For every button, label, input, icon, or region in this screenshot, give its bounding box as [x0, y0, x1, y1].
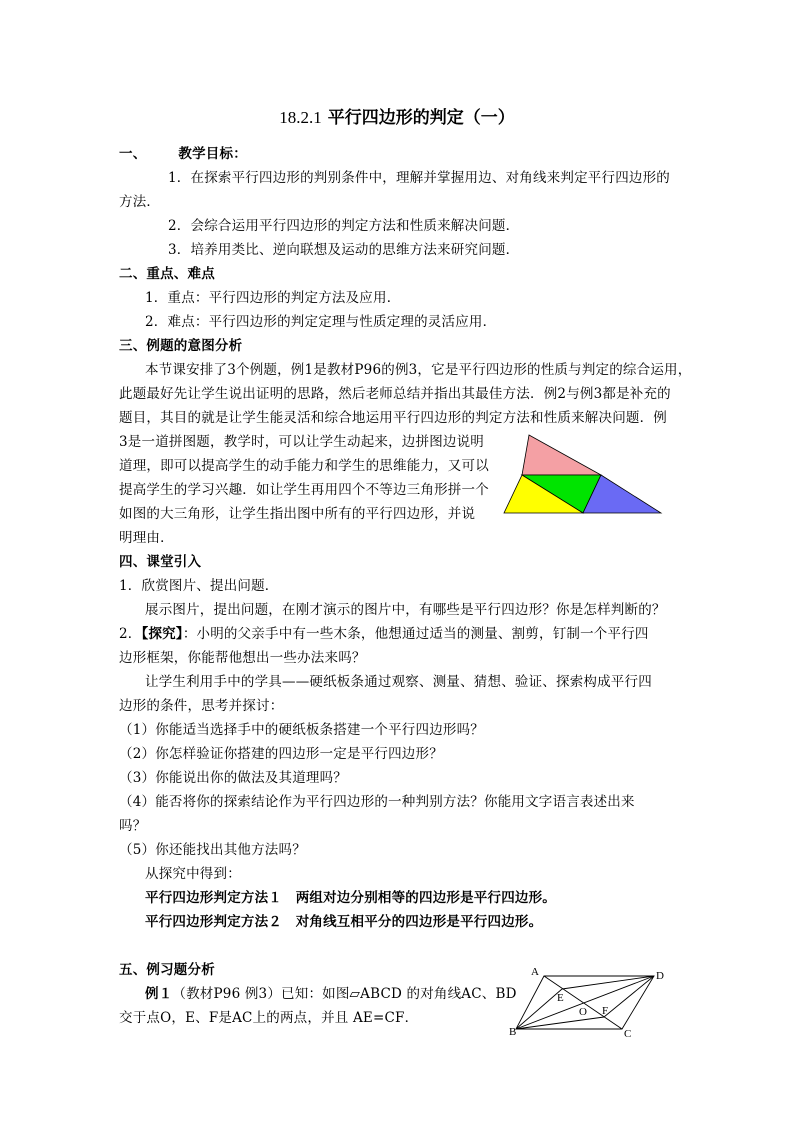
- question-4-line-a: （4）能否将你的探索结论作为平行四边形的一种判别方法？你能用文字语言表述出来: [119, 794, 635, 810]
- label-d: D: [656, 970, 664, 982]
- example-1-text: （教材P96 例3）已知：如图▱ABCD 的对角线AC、BD: [172, 986, 517, 1002]
- section-1-title: 教学目标：: [178, 146, 247, 162]
- intro-line-5: 让学生利用手中的学具——硬纸板条通过观察、测量、猜想、验证、探索构成平行四: [145, 674, 652, 690]
- method-1: 平行四边形判定方法１ 两组对边分别相等的四边形是平行四边形。: [145, 890, 556, 906]
- intro-line-2: 展示图片，提出问题，在刚才演示的图片中，有哪些是平行四边形？你是怎样判断的？: [145, 602, 666, 618]
- example-1-line-b: 交于点O，E、F是AC上的两点，并且 AE=CF．: [119, 1010, 419, 1026]
- intro-line-3: [119, 624, 679, 644]
- label-b: B: [509, 1026, 517, 1038]
- question-3: （3）你能说出你的做法及其道理吗？: [119, 770, 347, 786]
- analysis-line-4: 3是一道拼图题，教学时，可以让学生动起来，边拼图边说明: [119, 434, 484, 450]
- section-4-heading: 四、课堂引入: [119, 554, 202, 570]
- intro-line-1: 1．欣赏图片、提出问题．: [119, 578, 279, 594]
- analysis-line-1: 本节课安排了3个例题，例1是教材P96的例3，它是平行四边形的性质与判定的综合运用，: [145, 362, 692, 378]
- label-c: C: [624, 1028, 632, 1040]
- analysis-line-8: 明理由．: [119, 530, 174, 546]
- key-point: 1．重点：平行四边形的判定方法及应用．: [145, 290, 401, 306]
- title-text: 平行四边形的判定（一）: [327, 108, 515, 128]
- goal-1-line-b: 方法．: [119, 194, 161, 210]
- example-1-label: 例１: [145, 986, 173, 1002]
- intro-line-6: 边形的条件，思考并探讨：: [119, 698, 284, 714]
- conclusion-intro: 从探究中得到：: [145, 866, 241, 882]
- question-4-line-b: 吗？: [119, 818, 147, 834]
- section-1-number: 一、: [119, 146, 147, 162]
- segment-be: [516, 989, 562, 1029]
- difficult-point: 2．难点：平行四边形的判定定理与性质定理的灵活应用．: [145, 314, 497, 330]
- goal-3: 3．培养用类比、逆向联想及运动的思维方法来研究问题．: [168, 242, 520, 258]
- page-title: [0, 106, 794, 130]
- section-3-heading: 三、例题的意图分析: [119, 338, 243, 354]
- parallelogram-figure: [500, 962, 668, 1042]
- analysis-line-2: 此题最好先让学生说出证明的思路，然后老师总结并指出其最佳方法．例2与例3都是补充的: [119, 386, 671, 402]
- diagonal-bd: [516, 976, 654, 1029]
- goal-1-line-a: 1．在探索平行四边形的判别条件中，理解并掌握用边、对角线来判定平行四边形的: [168, 170, 670, 186]
- method-2: 平行四边形判定方法２ 对角线互相平分的四边形是平行四边形。: [145, 914, 543, 930]
- question-5: （5）你还能找出其他方法吗？: [119, 842, 306, 858]
- analysis-line-7: 如图的大三角形，让学生指出图中所有的平行四边形，并说: [119, 506, 476, 522]
- title-number: 18.2.1: [279, 108, 322, 127]
- explore-tag: 【探究】: [141, 626, 183, 642]
- pink-triangle: [522, 435, 601, 475]
- intro-line-4: 边形框架，你能帮他想出一些办法来吗？: [119, 650, 366, 666]
- label-f: F: [602, 1005, 609, 1017]
- label-a: A: [531, 966, 539, 978]
- analysis-line-6: 提高学生的学习兴趣．如让学生再用四个不等边三角形拼一个: [119, 482, 489, 498]
- section-1-heading: [119, 144, 679, 164]
- intro-item-number: 2．: [119, 626, 142, 642]
- explore-text: ：小明的父亲手中有一些木条，他想通过适当的测量、割剪，钉制一个平行四: [182, 626, 649, 642]
- section-2-heading: 二、重点、难点: [119, 266, 215, 282]
- section-5-heading: 五、例习题分析: [119, 962, 215, 978]
- diagonal-ac: [544, 976, 622, 1029]
- segment-bf: [516, 1017, 604, 1029]
- analysis-line-3: 题目，其目的就是让学生能灵活和综合地运用平行四边形的判定方法和性质来解决问题．例: [119, 410, 667, 426]
- analysis-line-5: 道理，即可以提高学生的动手能力和学生的思维能力，又可以: [119, 458, 489, 474]
- question-1: （1）你能适当选择手中的硬纸板条搭建一个平行四边形吗？: [119, 722, 484, 738]
- label-e: E: [557, 992, 564, 1004]
- question-2: （2）你怎样验证你搭建的四边形一定是平行四边形？: [119, 746, 443, 762]
- goal-2: 2．会综合运用平行四边形的判定方法和性质来解决问题．: [168, 218, 520, 234]
- triangle-puzzle-figure: [500, 432, 666, 516]
- label-o: O: [579, 1006, 587, 1018]
